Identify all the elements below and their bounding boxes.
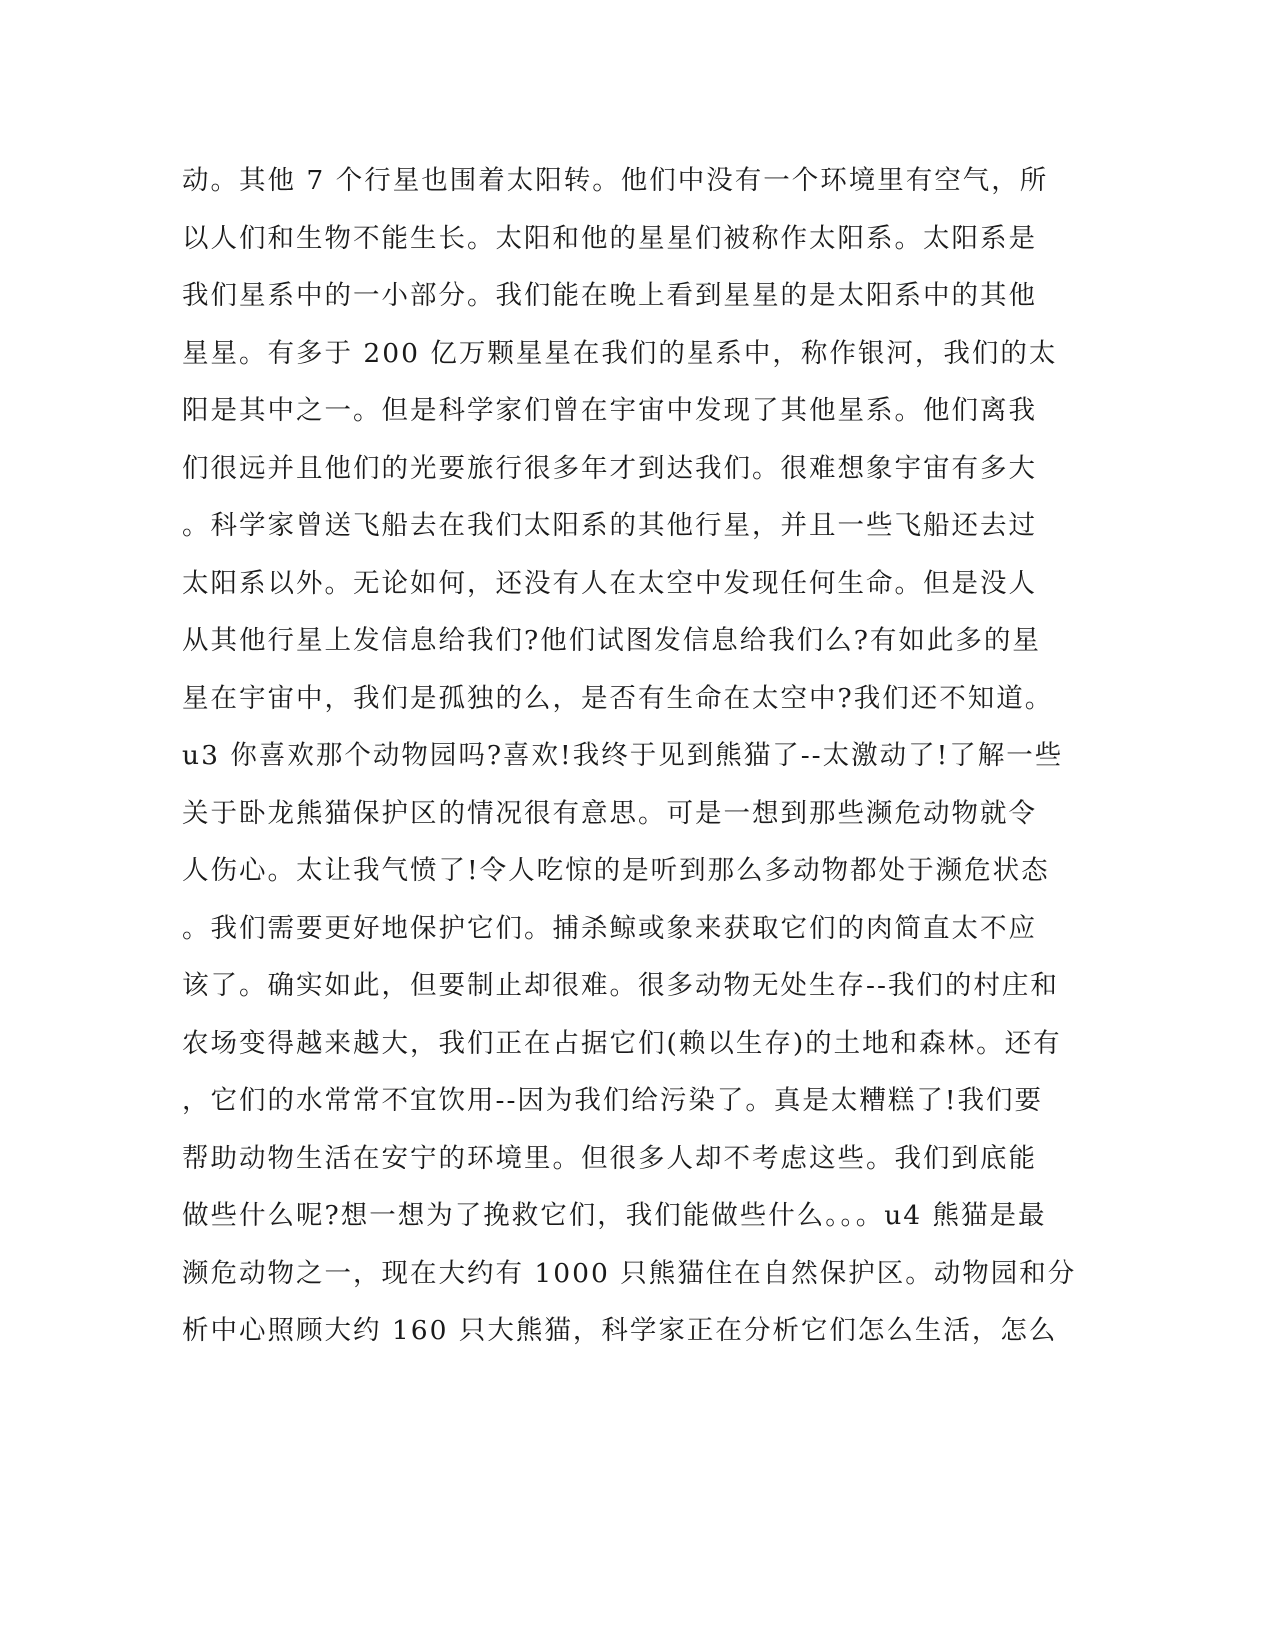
text-line: 。我们需要更好地保护它们。捕杀鲸或象来获取它们的肉简直太不应: [182, 912, 1037, 944]
text-line: 关于卧龙熊猫保护区的情况很有意思。可是一想到那些濒危动物就令: [182, 797, 1037, 829]
text-line: 从其他行星上发信息给我们?他们试图发信息给我们么?有如此多的星: [182, 625, 1041, 656]
text-line: 。科学家曾送飞船去在我们太阳系的其他行星，并且一些飞船还去过: [182, 510, 1037, 541]
text-line: 帮助动物生活在安宁的环境里。但很多人却不考虑这些。我们到底能: [182, 1142, 1037, 1174]
text-line: 星星。有多于 200 亿万颗星星在我们的星系中，称作银河，我们的太: [182, 337, 1058, 369]
text-line: 做些什么呢?想一想为了挽救它们，我们能做些什么。。。u4 熊猫是最: [182, 1200, 1047, 1231]
text-line: 濒危动物之一，现在大约有 1000 只熊猫住在自然保护区。动物园和分: [182, 1257, 1077, 1289]
text-line: ，它们的水常常不宜饮用--因为我们给污染了。真是太糟糕了!我们要: [182, 1085, 1044, 1116]
text-line: 以人们和生物不能生长。太阳和他的星星们被称作太阳系。太阳系是: [182, 222, 1037, 254]
text-line: 星在宇宙中，我们是孤独的么，是否有生命在太空中?我们还不知道。: [182, 682, 1054, 714]
text-line: 我们星系中的一小部分。我们能在晚上看到星星的是太阳系中的其他: [182, 280, 1037, 311]
text-line: 人伤心。太让我气愤了!令人吃惊的是听到那么多动物都处于濒危状态: [182, 855, 1050, 886]
text-line: 太阳系以外。无论如何，还没有人在太空中发现任何生命。但是没人: [182, 567, 1037, 599]
text-line: 们很远并且他们的光要旅行很多年才到达我们。很难想象宇宙有多大: [182, 452, 1037, 484]
text-line: 动。其他 7 个行星也围着太阳转。他们中没有一个环境里有空气，所: [182, 165, 1049, 196]
text-line: 该了。确实如此，但要制止却很难。很多动物无处生存--我们的村庄和: [182, 970, 1059, 1001]
text-line: 农场变得越来越大，我们正在占据它们(赖以生存)的土地和森林。还有: [182, 1027, 1062, 1059]
text-line: u3 你喜欢那个动物园吗?喜欢!我终于见到熊猫了--太激动了!了解一些: [182, 740, 1064, 771]
text-line: 析中心照顾大约 160 只大熊猫，科学家正在分析它们怎么生活，怎么: [182, 1315, 1058, 1346]
text-line: 阳是其中之一。但是科学家们曾在宇宙中发现了其他星系。他们离我: [182, 395, 1037, 426]
body-text: [182, 152, 1077, 1360]
